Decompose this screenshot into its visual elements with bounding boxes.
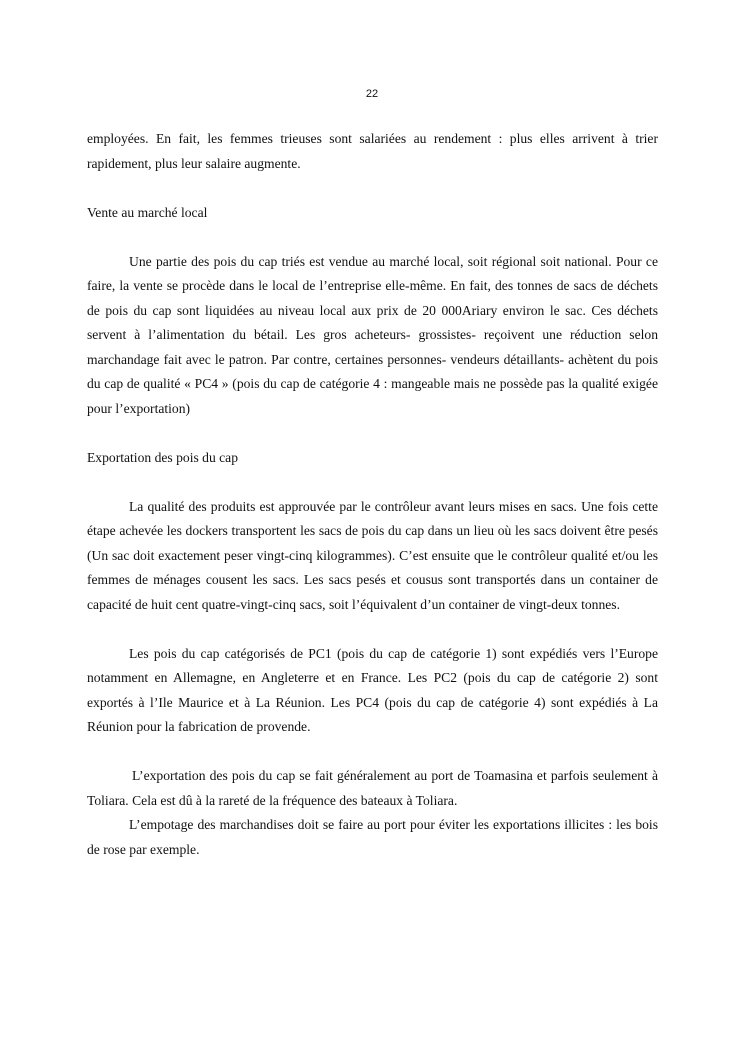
spacer	[87, 225, 658, 250]
spacer	[87, 176, 658, 201]
paragraph-categories-destinations: Les pois du cap catégorisés de PC1 (pois du cap de catégorie 1) sont expédiés vers l’Europe notamment en Allemagne, en Angleterre et en France. Les PC2 (pois du cap de catégorie 2) sont exportés à l’Ile Maurice et à La Réunion. Les PC4 (pois du cap de catégorie 4) sont expédiés à La Réunion pour la fabrication de provende.	[87, 645, 658, 734]
paragraph-continuation: employées. En fait, les femmes trieuses sont salariées au rendement : plus elles arrivent à trier rapidement, plus leur salaire augmente.	[87, 131, 658, 171]
page-number: 22	[365, 88, 379, 100]
paragraph-quality-control: La qualité des produits est approuvée par le contrôleur avant leurs mises en sacs. Une fois cette étape achevée les dockers transportent les sacs de pois du cap dans un lieu où les sacs doivent être pesés (Un sac doit exactement peser vingt-cinq kilogrammes). C’est ensuite que le contrôleur qualité et/ou les femmes de ménages cousent les sacs. Les sacs pesés et cousus sont transportés dans un container de capacité de huit cent quatre-vingt-cinq sacs, soit l’équivalent d’un container de vingt-deux tonnes.	[87, 498, 658, 612]
paragraph-loading: L’empotage des marchandises doit se faire au port pour éviter les exportations illicites : les bois de rose par exemple.	[87, 817, 658, 857]
spacer	[87, 617, 658, 642]
spacer	[87, 470, 658, 495]
section-heading-local-market: Vente au marché local	[87, 204, 208, 220]
spacer	[87, 740, 658, 765]
section-heading-export: Exportation des pois du cap	[87, 449, 239, 465]
paragraph-local-market: Une partie des pois du cap triés est vendue au marché local, soit régional soit national. Pour ce faire, la vente se procède dans le local de l’entreprise elle-même. En fait, des tonnes de sacs de déchets de pois du cap sont liquidées au niveau local aux prix de 20 000Ariary environ le sac. Ces déchets servent à l’alimentation du bétail. Les gros acheteurs- grossistes- reçoivent une réduction selon marchandage fait avec le patron. Par contre, certaines personnes- vendeurs détaillants- achètent du pois du cap de qualité « PC4 » (pois du cap de catégorie 4 : mangeable mais ne possède pas la qualité exigée pour l’exportation)	[87, 253, 658, 416]
paragraph-export-ports: L’exportation des pois du cap se fait généralement au port de Toamasina et parfois seulement à Toliara. Cela est dû à la rareté de la fréquence des bateaux à Toliara.	[87, 768, 658, 808]
spacer	[87, 421, 658, 446]
document-body	[87, 127, 658, 862]
